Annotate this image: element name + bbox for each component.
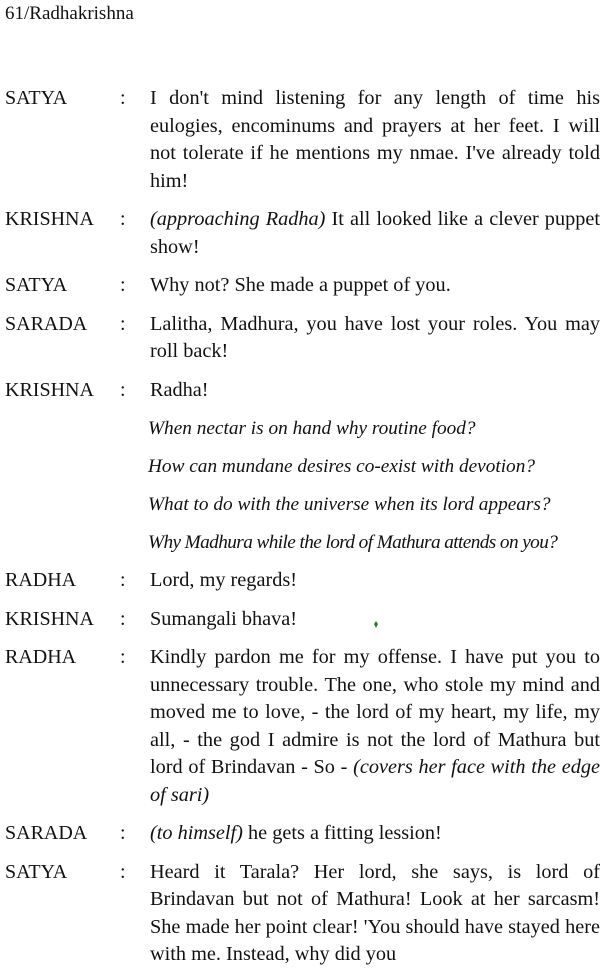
speaker-colon: :	[120, 607, 126, 630]
text-segment: Lalitha, Madhura, you have lost your roles. You may roll back!	[150, 312, 600, 362]
speaker-name: SATYA	[5, 860, 68, 883]
text-segment: Heard it Tarala? Her lord, she says, is lord of Brindavan but not of Mathura! Look at her sarcasm! She made her point clear! 'You should have stayed here with me. Instead, why did you	[150, 860, 600, 965]
page-header: 61/Radhakrishna	[5, 3, 134, 24]
speaker-colon: :	[120, 646, 126, 668]
speaker-name: KRISHNA	[5, 607, 94, 630]
text-segment: It all looked like a clever puppet show!	[150, 208, 600, 258]
verse-line: Why Madhura while the lord of Mathura attends on you?	[148, 532, 558, 553]
dialogue-text	[150, 859, 600, 969]
dialogue-line	[0, 377, 600, 405]
speaker-name: SARADA	[5, 312, 88, 335]
verse-line: What to do with the universe when its lord appears?	[148, 494, 551, 515]
text-segment: Why not? She made a puppet of you.	[150, 274, 451, 296]
verse-line: When nectar is on hand why routine food?	[148, 418, 476, 439]
dialogue-line	[0, 820, 600, 848]
stage-direction: (covers her face with the edge of sari)	[150, 756, 600, 806]
dialogue-line	[0, 567, 600, 595]
dialogue-text	[150, 567, 600, 595]
speaker-colon: :	[120, 208, 126, 230]
dialogue-line	[0, 311, 600, 366]
speaker-colon: :	[120, 274, 126, 296]
text-segment: Kindly pardon me for my offense. I have put you to unnecessary trouble. The one, who stole my mind and moved me to love, - the lord of my heart, my life, my all, - the god I admire is not the lord of Mathura but lord of Brindavan - So -	[150, 646, 600, 778]
dialogue-line	[0, 272, 600, 300]
dialogue-line	[0, 206, 600, 261]
speaker-colon: :	[120, 312, 126, 335]
dialogue-text	[150, 85, 600, 195]
speaker-colon: :	[120, 378, 126, 401]
dialogue-text	[150, 820, 600, 848]
text-segment: he gets a fitting lession!	[242, 822, 442, 844]
text-segment: I don't mind listening for any length of time his eulogies, encominums and prayers at her feet. I will not tolerate if he mentions my nmae. I've already told him!	[150, 87, 600, 192]
stage-direction: (to himself)	[150, 822, 243, 844]
dialogue-text	[150, 644, 600, 809]
dialogue-text	[150, 272, 600, 300]
speaker-colon: :	[120, 860, 126, 883]
ink-mark-icon	[373, 621, 379, 628]
stage-direction: (approaching Radha)	[150, 208, 326, 230]
speaker-name: RADHA	[5, 569, 77, 591]
speaker-name: KRISHNA	[5, 208, 94, 230]
speaker-name: KRISHNA	[5, 378, 94, 401]
dialogue-body	[0, 85, 600, 980]
speaker-name: SARADA	[5, 822, 88, 844]
text-segment: Lord, my regards!	[150, 569, 297, 591]
text-segment: Sumangali bhava!	[150, 607, 297, 630]
speaker-colon: :	[120, 569, 126, 591]
dialogue-line	[0, 859, 600, 969]
dialogue-text	[150, 377, 600, 405]
speaker-colon: :	[120, 87, 126, 109]
dialogue-line	[0, 644, 600, 809]
dialogue-line	[0, 606, 600, 634]
speaker-name: SATYA	[5, 87, 68, 109]
speaker-colon: :	[120, 822, 126, 844]
dialogue-text	[150, 311, 600, 366]
speaker-name: SATYA	[5, 274, 68, 296]
dialogue-text	[150, 206, 600, 261]
speaker-name: RADHA	[5, 646, 77, 668]
dialogue-text	[150, 606, 600, 634]
verse-line: How can mundane desires co-exist with devotion?	[148, 456, 535, 477]
text-segment: Radha!	[150, 378, 209, 401]
dialogue-line	[0, 85, 600, 195]
